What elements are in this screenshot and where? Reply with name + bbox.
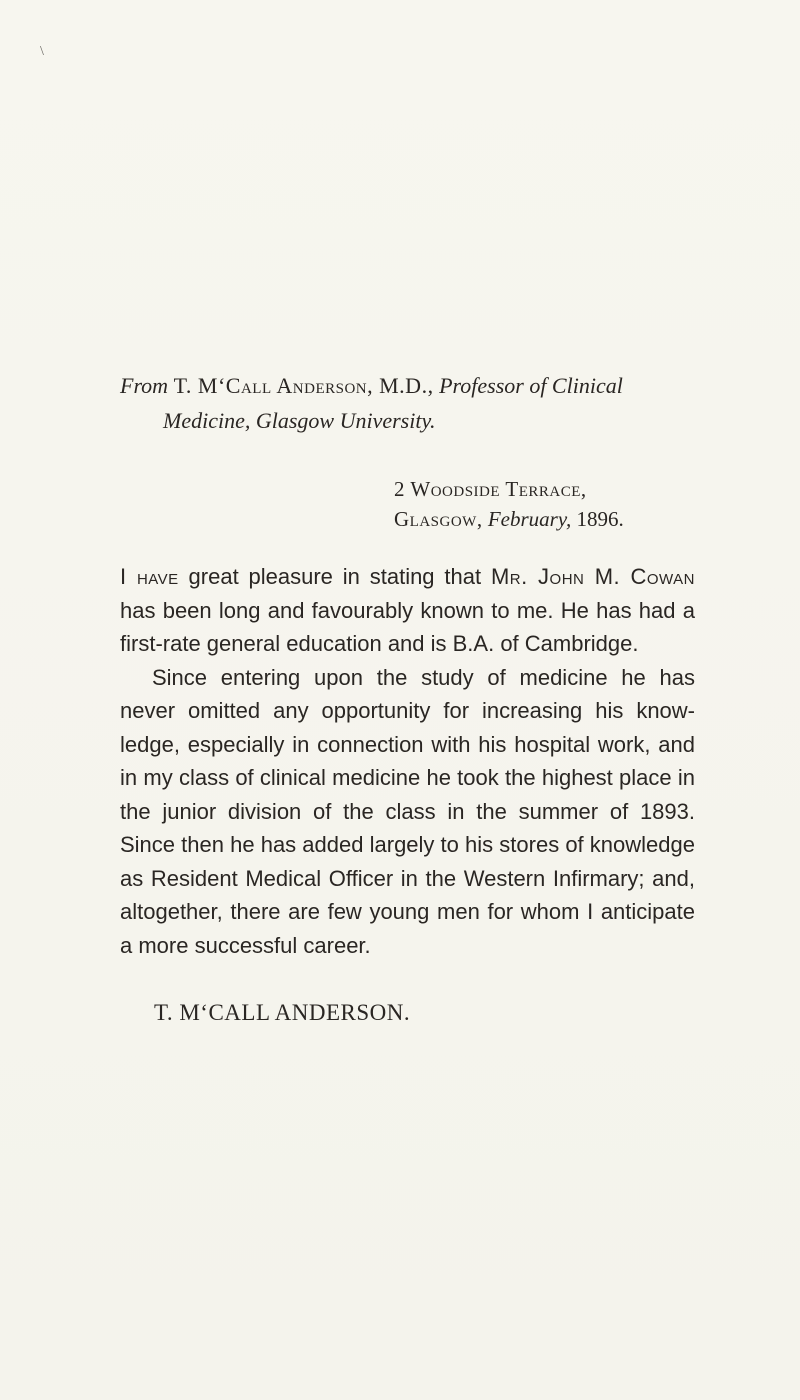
letter-address xyxy=(394,474,774,534)
paragraph-1 xyxy=(120,560,695,661)
heading-from: From xyxy=(120,373,169,398)
letter-heading xyxy=(120,368,760,438)
paragraph-1-lead: I have xyxy=(120,564,179,589)
address-year: 1896. xyxy=(576,507,624,531)
address-line1: 2 Woodside Terrace, xyxy=(394,477,587,501)
heading-name: T. M‘Call Anderson, M.D., xyxy=(173,373,434,398)
paragraph-1-text-a: great pleasure in stating that xyxy=(178,564,491,589)
paragraph-1-text-b: has been long and favourably known to me. He has had a first-rate general education and is B.A. of Cambridge. xyxy=(120,597,695,656)
heading-title-line1: Professor of Clinical xyxy=(439,373,623,398)
address-month: February, xyxy=(487,507,572,531)
candidate-name: Mr. John M. Cowan xyxy=(490,564,695,589)
address-line2 xyxy=(394,504,774,534)
signature: T. M‘CALL ANDERSON. xyxy=(154,1000,411,1025)
page-mark: \ xyxy=(40,44,44,59)
address-city: Glasgow, xyxy=(394,507,483,531)
paragraph-2: Since entering upon the study of medicine he has never omitted any opportunity for increasing his know-ledge, especially in connection with his hospital work, and in my class of clinical medicine he took the highest place in the junior division of the class in the summer of 1893. Since then he has added largely to his stores of knowledge as Resident Medical Officer in the Western Infirmary; and, altogether, there are few young men for whom I anticipate a more successful career. xyxy=(120,664,695,958)
letter-body xyxy=(120,560,695,962)
heading-title-line2: Medicine, Glasgow University. xyxy=(163,408,436,433)
